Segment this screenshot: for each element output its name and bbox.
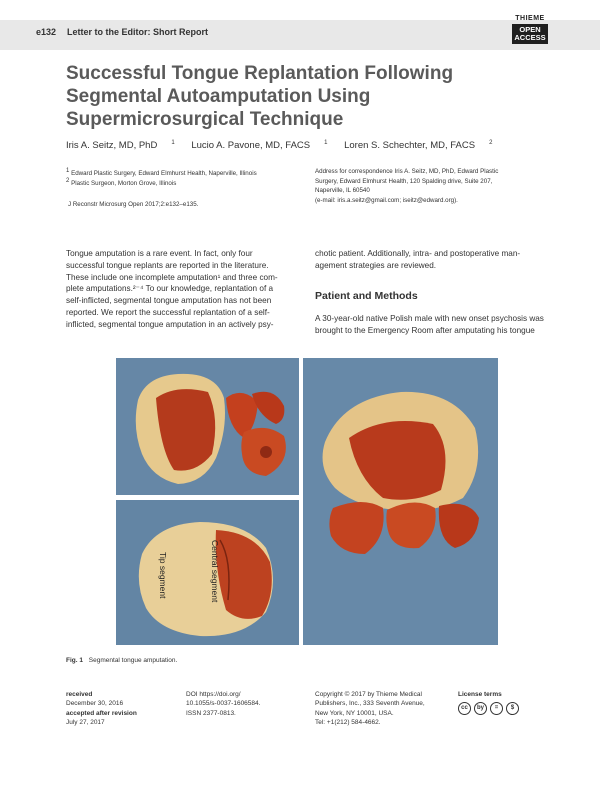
page-number: e132: [36, 27, 57, 37]
correspondence-address: Address for correspondence Iris A. Seitz, MD, PhD, Edward Plastic Surgery, Edward Elmhurst Health, 120 Spalding drive, Suite 207, Naperville, IL 60540 (e-mail: iris.a.seitz@gmail.com; iseitz@edward.org).: [315, 167, 540, 205]
logo-access-text: ACCESS: [514, 33, 546, 42]
affiliation: $^1$ Edward Plastic Surgery, Edward Elmhurst Health, Naperville, Illinois: [66, 167, 257, 177]
license-icons: [458, 702, 519, 715]
author[interactable]: Loren S. Schechter, MD, FACS $^2$: [344, 139, 493, 151]
body-right-column-continued: A 30-year-old native Polish male with new onset psychosis was brought to the Emergency Room after amputating his tongue: [315, 314, 544, 335]
section-heading: Patient and Methods: [315, 290, 418, 302]
article-title: Successful Tongue Replantation Following Segmental Autoamputation Using Supermicrosurgical Technique: [66, 63, 454, 130]
logo-thieme-text: THIEME: [515, 15, 545, 22]
photo-tongue-labeled: [116, 500, 299, 645]
logo-open-text: OPEN: [519, 25, 541, 34]
thieme-open-access-logo: [512, 15, 548, 44]
author[interactable]: Iris A. Seitz, MD, PhD $^1$: [66, 139, 175, 151]
cc-icon: cc: [458, 702, 471, 715]
affiliation: $^2$ Plastic Surgeon, Morton Grove, Illinois: [66, 177, 177, 187]
email-link[interactable]: (e-mail: iris.a.seitz@gmail.com; iseitz@edward.org).: [315, 196, 458, 204]
footer-dates: received December 30, 2016 accepted after revision July 27, 2017: [66, 691, 137, 726]
body-left-column: Tongue amputation is a rare event. In fact, only four successful tongue replants are reported in the literature. These include one incomplete amputation¹ and three com- plete amputations.²⁻⁴ To our knowledge, replantation of a self-inflicted, segmental tongue amputation has not been reported. We report the successful replantation of a self- inflicted, segmental tongue amputation in an actively psy-: [66, 249, 278, 329]
citation: J Reconstr Microsurg Open 2017;2:e132–e135.: [68, 201, 199, 208]
address-label: Address for correspondence: [315, 168, 393, 175]
no-derivatives-icon: =: [490, 702, 503, 715]
doi-link[interactable]: DOI https://doi.org/: [186, 691, 241, 698]
section-label: Letter to the Editor: Short Report: [67, 27, 208, 37]
author-list: [66, 140, 506, 151]
figure-caption-text: Segmental tongue amputation.: [88, 657, 178, 664]
body-right-column: chotic patient. Additionally, intra- and postoperative man- agement strategies are reviewed.: [315, 249, 521, 270]
label-tip-segment: Tip segment: [158, 552, 168, 599]
figure-label: Fig. 1: [66, 657, 83, 664]
figure-caption: [66, 657, 177, 664]
attribution-icon: by: [474, 702, 487, 715]
footer-copyright: Copyright © 2017 by Thieme Medical Publishers, Inc., 333 Seventh Avenue, New York, NY 10001, USA. Tel: +1(212) 584-4662.: [315, 691, 425, 726]
footer-doi: DOI https://doi.org/ 10.1055/s-0037-1606584. ISSN 2377-0813.: [186, 691, 261, 717]
license-terms-link[interactable]: License terms: [458, 691, 502, 698]
author[interactable]: Lucio A. Pavone, MD, FACS $^1$: [191, 139, 328, 151]
photo-segments-right: [303, 358, 498, 645]
label-central-segment: Central segment: [210, 540, 220, 603]
photo-segments-top-left: [116, 358, 299, 495]
logo-box: [512, 24, 548, 44]
non-commercial-icon: $: [506, 702, 519, 715]
footer-license: [458, 690, 519, 715]
